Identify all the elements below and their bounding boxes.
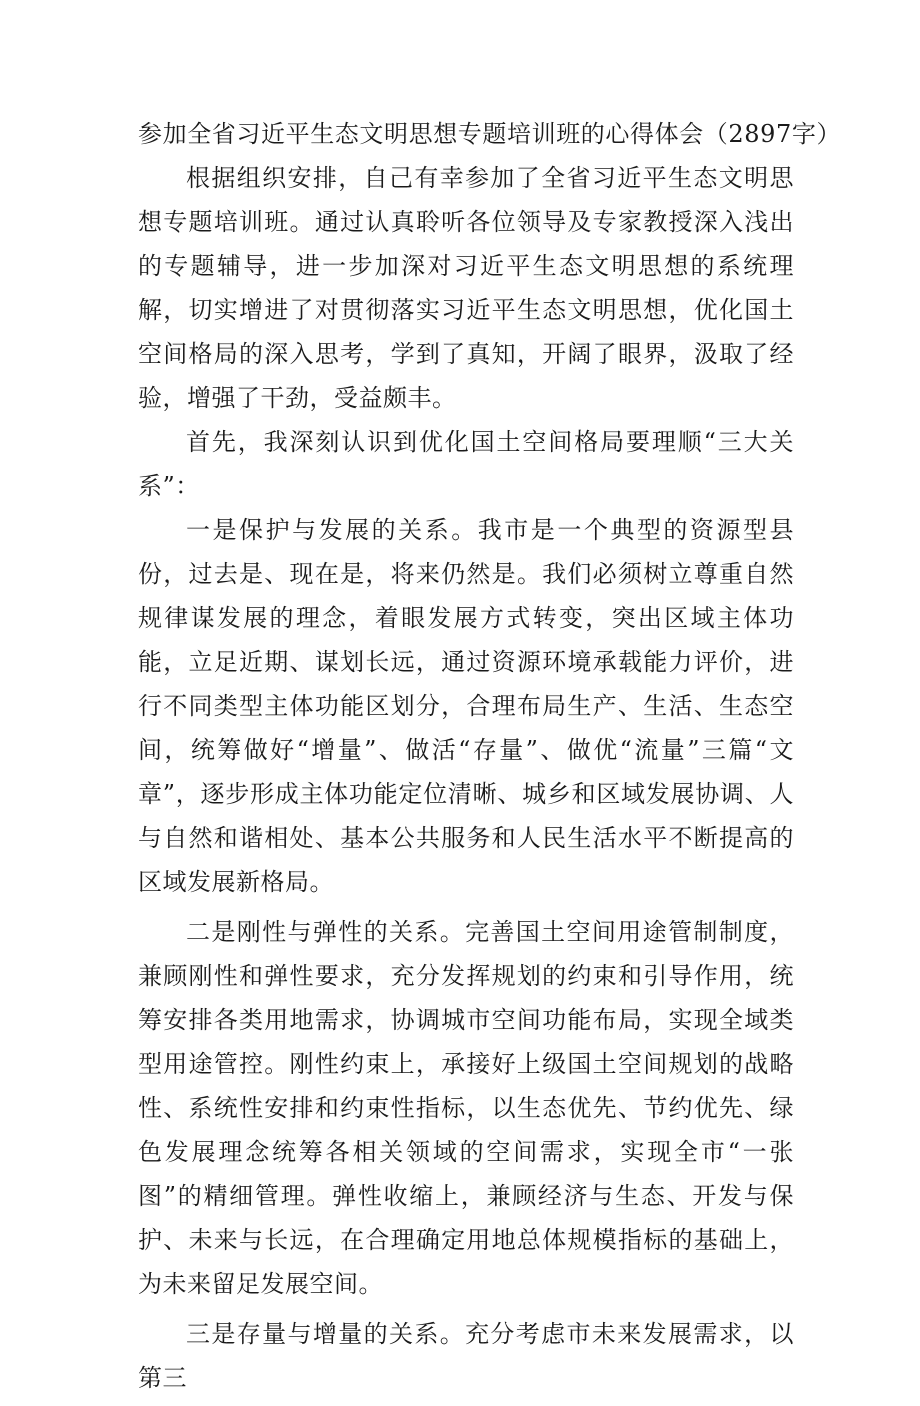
- paragraph-protection-development: 一是保护与发展的关系。我市是一个典型的资源型县份，过去是、现在是，将来仍然是。我们必须树立尊重自然规律谋发展的理念，着眼发展方式转变，突出区域主体功能，立足近期、谋划长远，通过资源环境承载能力评价，进行不同类型主体功能区划分，合理布局生产、生活、生态空间，统筹做好“增量”、做活“存量”、做优“流量”三篇“文章”，逐步形成主体功能定位清晰、城乡和区域发展协调、人与自然和谐相处、基本公共服务和人民生活水平不断提高的区域发展新格局。: [138, 516, 794, 896]
- paragraph-intro: 根据组织安排，自己有幸参加了全省习近平生态文明思想专题培训班。通过认真聆听各位领导及专家教授深入浅出的专题辅导，进一步加深对习近平生态文明思想的系统理解，切实增进了对贯彻落实习近平生态文明思想，优化国土空间格局的深入思考，学到了真知，开阔了眼界，汲取了经验，增强了干劲，受益颇丰。: [138, 164, 794, 412]
- paragraph-stock-increment: 三是存量与增量的关系。充分考虑市未来发展需求，以第三: [138, 1320, 794, 1392]
- document-title: 参加全省习近平生态文明思想专题培训班的心得体会（2897字）: [138, 120, 842, 148]
- document-body: [138, 112, 842, 1406]
- paragraph-rigidity-elasticity: 二是刚性与弹性的关系。完善国土空间用途管制制度，兼顾刚性和弹性要求，充分发挥规划的约束和引导作用，统筹安排各类用地需求，协调城市空间功能布局，实现全域类型用途管控。刚性约束上，承接好上级国土空间规划的战略性、系统性安排和约束性指标，以生态优先、节约优先、绿色发展理念统筹各相关领域的空间需求，实现全市“一张图”的精细管理。弹性收缩上，兼顾经济与生态、开发与保护、未来与长远，在合理确定用地总体规模指标的基础上，为未来留足发展空间。: [138, 918, 794, 1298]
- paragraph-three-relations: 首先，我深刻认识到优化国土空间格局要理顺“三大关系”：: [138, 428, 794, 500]
